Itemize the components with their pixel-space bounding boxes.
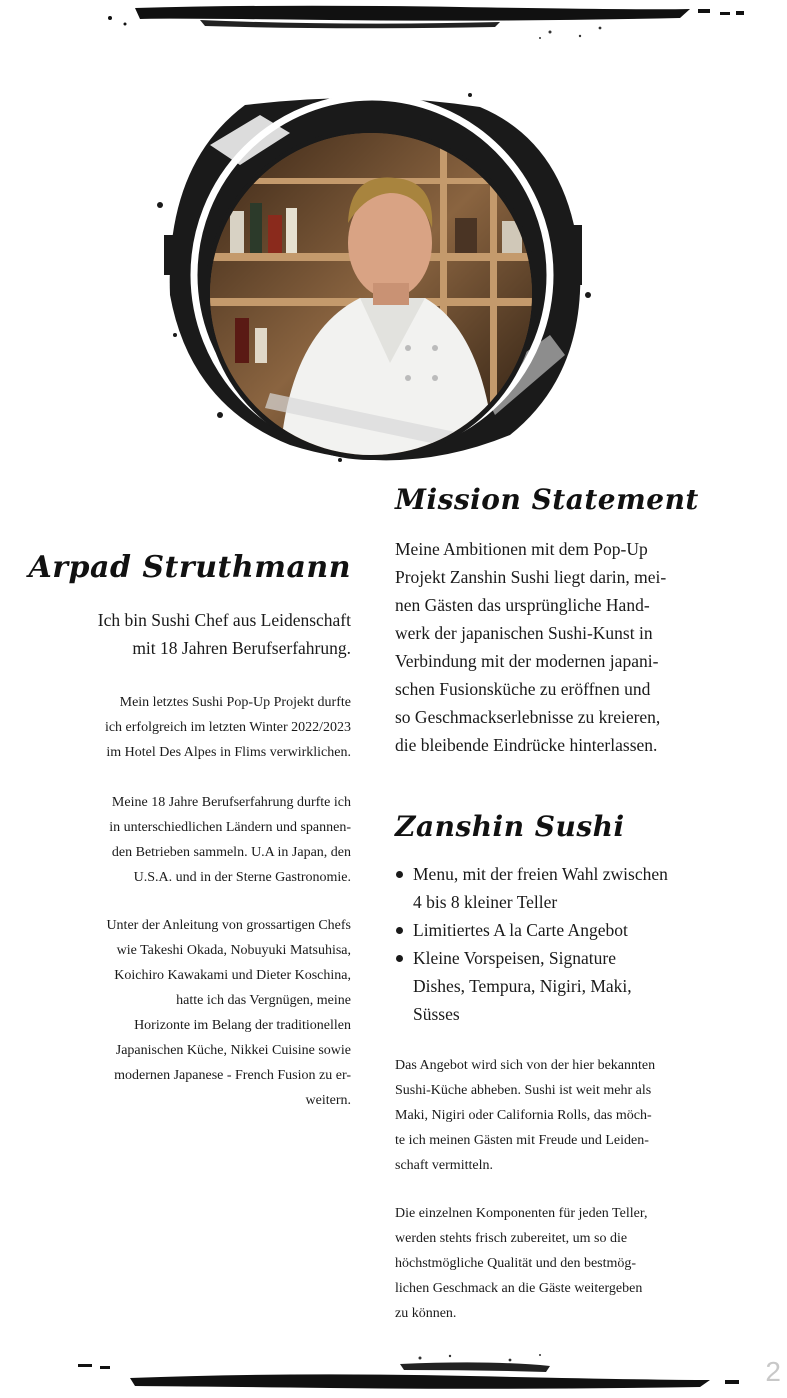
text-line: Limitiertes A la Carte Angebot <box>413 920 628 940</box>
list-item <box>395 860 715 916</box>
offer-paragraph-1 <box>395 1053 715 1178</box>
text-line: te ich meinen Gästen mit Freude und Leiden- <box>395 1133 649 1148</box>
text-line: wie Takeshi Okada, Nobuyuki Matsuhisa, <box>116 943 351 958</box>
text-line: ich erfolgreich im letzten Winter 2022/2023 <box>104 720 351 735</box>
text-line: Horizonte im Belang der traditionellen <box>134 1018 351 1033</box>
offer-bullet-list <box>395 860 715 1028</box>
page-number: 2 <box>765 1356 781 1387</box>
text-line: Japanischen Küche, Nikkei Cuisine sowie <box>115 1043 351 1058</box>
text-line: schaft vermitteln. <box>395 1158 493 1173</box>
text-line: U.S.A. und in der Sterne Gastronomie. <box>133 870 351 885</box>
text-line: werk der japanischen Sushi-Kunst in <box>395 623 653 643</box>
bottom-brush-stroke <box>70 1350 760 1395</box>
bullet-icon <box>396 927 403 934</box>
zanshin-sushi-heading: Zanshin Sushi <box>395 810 625 843</box>
list-item <box>395 916 715 944</box>
text-line: Meine Ambitionen mit dem Pop-Up <box>395 539 648 559</box>
intro-line: mit 18 Jahren Berufserfahrung. <box>132 638 351 658</box>
text-line: Projekt Zanshin Sushi liegt darin, mei- <box>395 567 667 587</box>
bio-paragraph-2 <box>40 790 351 890</box>
text-line: zu können. <box>395 1306 457 1321</box>
text-line: modernen Japanese - French Fusion zu er- <box>114 1068 351 1083</box>
text-line: in unterschiedlichen Ländern und spannen- <box>109 820 351 835</box>
chef-portrait-photo <box>205 128 537 460</box>
text-line: Maki, Nigiri oder California Rolls, das möch- <box>395 1108 652 1123</box>
text-line: werden stehts frisch zubereitet, um so die <box>395 1231 628 1246</box>
text-line: Koichiro Kawakami und Dieter Koschina, <box>114 968 351 983</box>
top-brush-stroke <box>80 0 760 45</box>
offer-paragraph-2 <box>395 1201 715 1326</box>
text-line: den Betrieben sammeln. U.A in Japan, den <box>111 845 351 860</box>
text-line: im Hotel Des Alpes in Flims verwirklichen. <box>106 745 351 760</box>
text-line: höchstmögliche Qualität und den bestmög- <box>395 1256 637 1271</box>
text-line: Meine 18 Jahre Berufserfahrung durfte ich <box>111 795 351 810</box>
text-line: Dishes, Tempura, Nigiri, Maki, <box>413 976 632 996</box>
chef-intro <box>40 606 351 662</box>
text-line: lichen Geschmack an die Gäste weitergeben <box>395 1281 643 1296</box>
text-line: Unter der Anleitung von grossartigen Chefs <box>106 918 351 933</box>
text-line: so Geschmackserlebnisse zu kreieren, <box>395 707 661 727</box>
text-line: hatte ich das Vergnügen, meine <box>176 993 351 1008</box>
text-line: schen Fusionsküche zu eröffnen und <box>395 679 651 699</box>
text-line: Menu, mit der freien Wahl zwischen <box>413 864 668 884</box>
bio-paragraph-1 <box>40 690 351 765</box>
text-line: Mein letztes Sushi Pop-Up Projekt durfte <box>119 695 351 710</box>
text-line: die bleibende Eindrücke hinterlassen. <box>395 735 658 755</box>
bullet-icon <box>396 871 403 878</box>
text-line: 4 bis 8 kleiner Teller <box>413 892 558 912</box>
bullet-icon <box>396 955 403 962</box>
text-line: Kleine Vorspeisen, Signature <box>413 948 617 968</box>
text-line: nen Gästen das ursprüngliche Hand- <box>395 595 650 615</box>
text-line: Verbindung mit der modernen japani- <box>395 651 659 671</box>
text-line: weitern. <box>305 1093 351 1108</box>
text-line: Süsses <box>413 1004 460 1024</box>
chef-name-heading: Arpad Struthmann <box>28 550 351 585</box>
intro-line: Ich bin Sushi Chef aus Leidenschaft <box>97 610 351 630</box>
mission-statement-heading: Mission Statement <box>395 483 699 516</box>
list-item <box>395 944 715 1028</box>
bio-paragraph-3 <box>40 913 351 1113</box>
mission-statement-text <box>395 535 715 759</box>
text-line: Die einzelnen Komponenten für jeden Teller, <box>395 1206 648 1221</box>
text-line: Sushi-Küche abheben. Sushi ist weit mehr als <box>395 1083 652 1098</box>
text-line: Das Angebot wird sich von der hier bekannten <box>395 1058 656 1073</box>
